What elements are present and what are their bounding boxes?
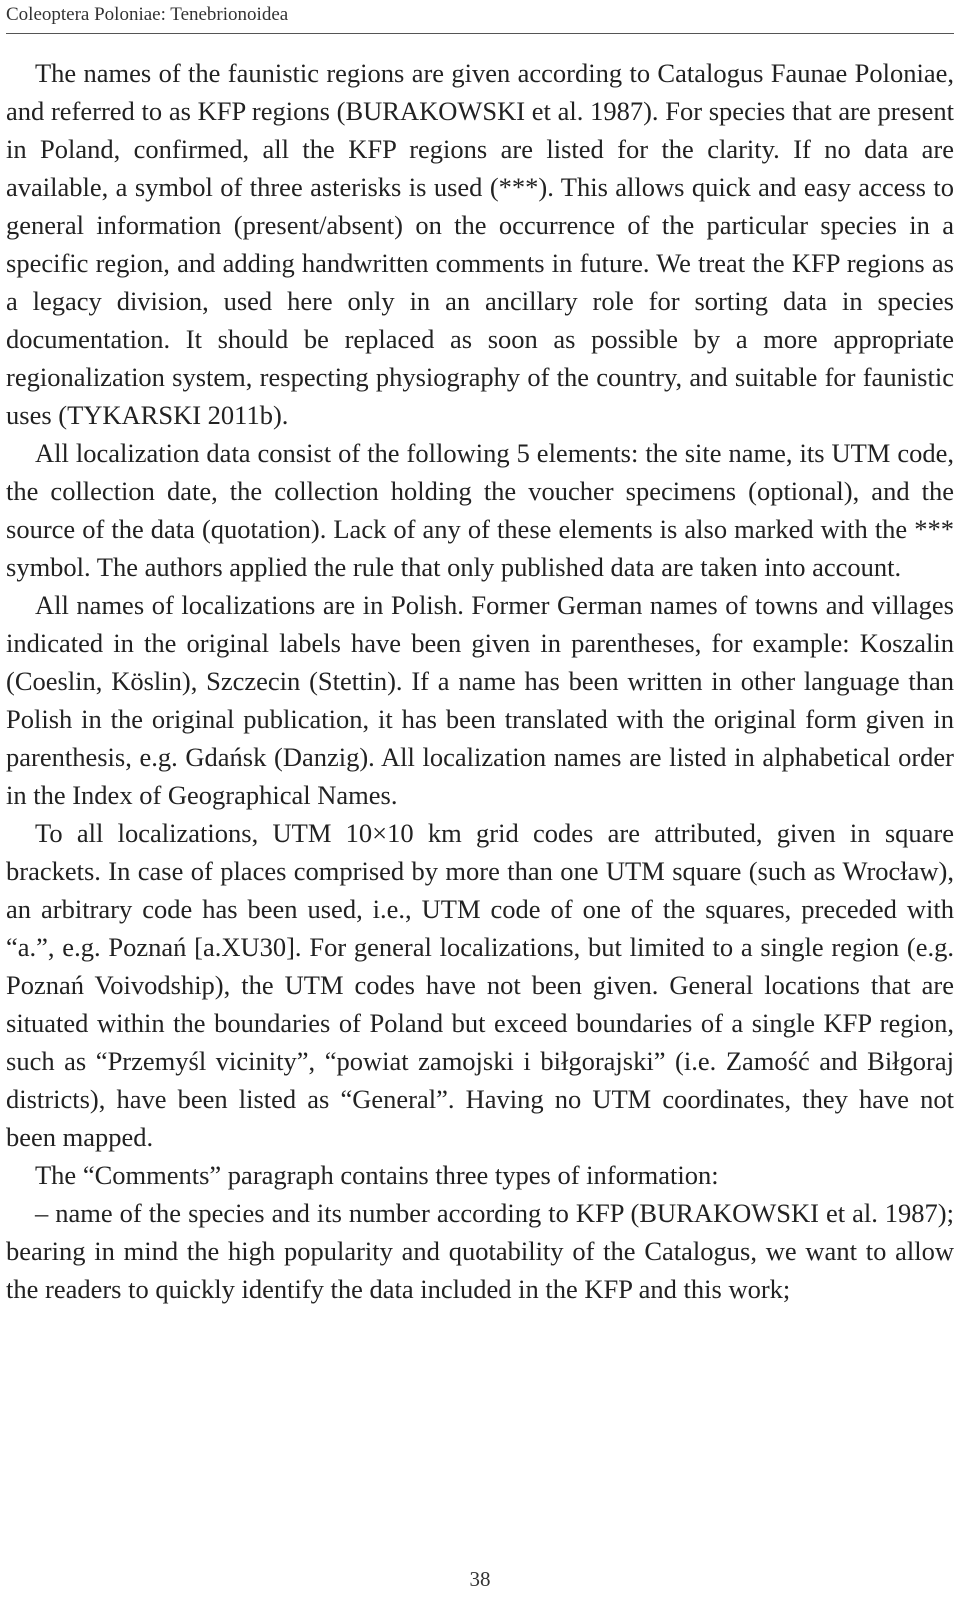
paragraph-kfp-regions: The names of the faunistic regions are given according to Catalogus Faunae Poloniae, and referred to as KFP regions (BURAKOWSKI et al. 1987). For species that are present in Poland, confirmed, all the KFP regions are listed for the clarity. If no data are available, a symbol of three asterisks is used (***). This allows quick and easy access to general information (present/absent) on the occurrence of the particular species in a specific region, and adding handwritten comments in future. We treat the KFP regions as a legacy division, used here only in an ancillary role for sorting data in species documentation. It should be replaced as soon as possible by a more appropriate regionalization system, respecting physiography of the country, and suitable for faunistic uses (TYKARSKI 2011b). — [6, 58, 954, 430]
header-rule — [6, 33, 954, 34]
running-head: Coleoptera Poloniae: Tenebrionoidea — [6, 4, 289, 25]
body-text — [6, 54, 954, 1308]
paragraph-polish-names: All names of localizations are in Polish. Former German names of towns and villages indicated in the original labels have been given in parentheses, for example: Koszalin (Coeslin, Köslin), Szczecin (Stettin). If a name has been written in other language than Polish in the original publication, it has been translated with the original form given in parenthesis, e.g. Gdańsk (Danzig). All localization names are listed in alphabetical order in the Index of Geographical Names. — [6, 590, 954, 810]
paragraph-comments-intro: The “Comments” paragraph contains three types of information: — [35, 1160, 719, 1190]
list-item-species-number: – name of the species and its number according to KFP (BURAKOWSKI et al. 1987); bearing in mind the high popularity and quotability of the Catalogus, we want to allow the readers to quickly identify the data included in the KFP and this work; — [6, 1198, 954, 1304]
page-number: 38 — [469, 1567, 491, 1591]
paragraph-utm-codes: To all localizations, UTM 10×10 km grid codes are attributed, given in square brackets. In case of places comprised by more than one UTM square (such as Wrocław), an arbitrary code has been used, i.e., UTM code of one of the squares, preceded with “a.”, e.g. Poznań [a.XU30]. For general localizations, but limited to a single region (e.g. Poznań Voivodship), the UTM codes have not been given. General locations that are situated within the boundaries of Poland but exceed boundaries of a single KFP region, such as “Przemyśl vicinity”, “powiat zamojski i biłgorajski” (i.e. Zamość and Biłgoraj districts), have been listed as “General”. Having no UTM coordinates, they have not been mapped. — [6, 818, 954, 1152]
paragraph-localization-data: All localization data consist of the following 5 elements: the site name, its UTM code, the collection date, the collection holding the voucher specimens (optional), and the source of the data (quotation). Lack of any of these elements is also marked with the *** symbol. The authors applied the rule that only published data are taken into account. — [6, 438, 954, 582]
